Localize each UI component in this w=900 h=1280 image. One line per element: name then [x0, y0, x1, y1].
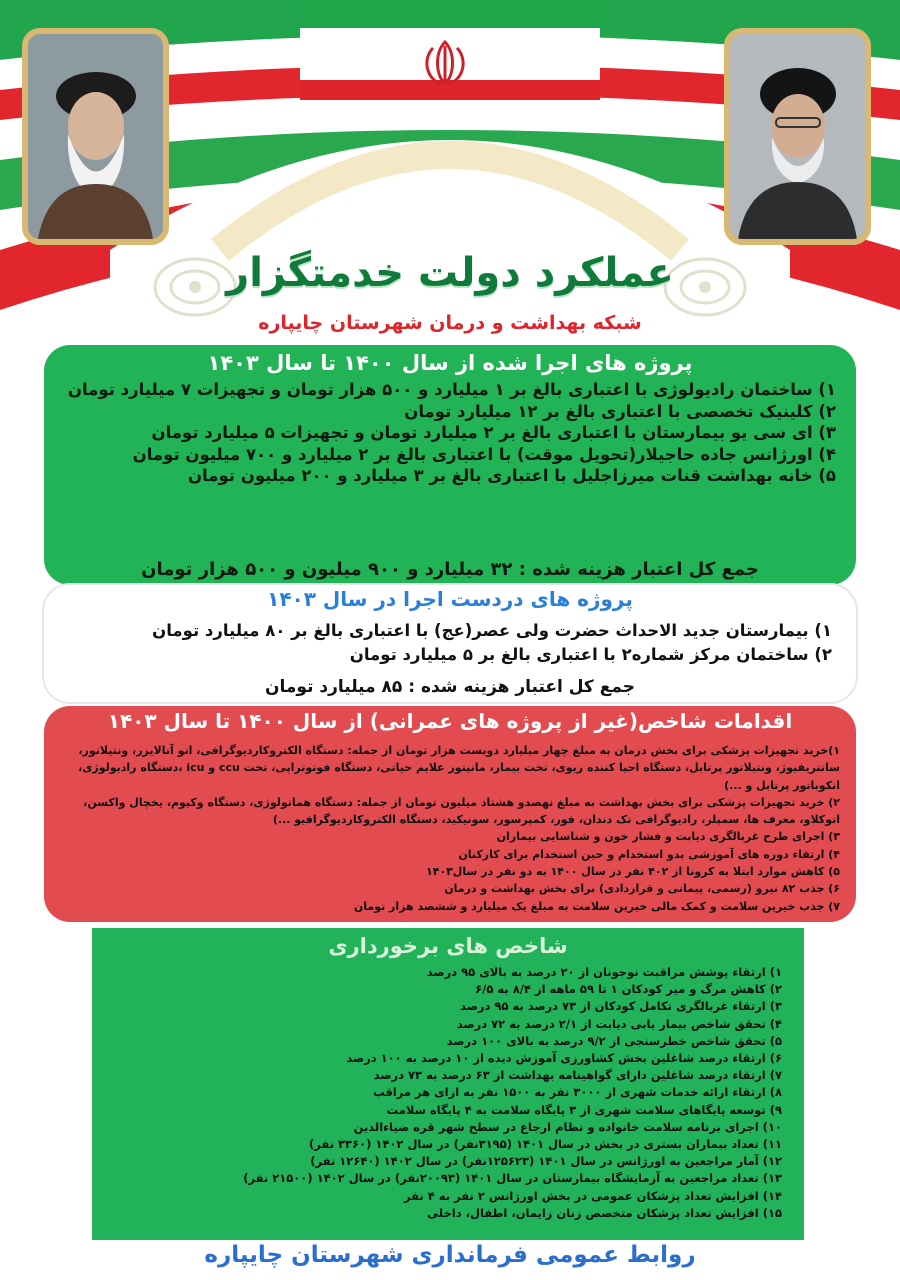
- ongoing-projects-total: جمع کل اعتبار هزینه شده : ۸۵ میلیارد تومان: [265, 677, 635, 697]
- completed-projects-total: جمع کل اعتبار هزینه شده : ۳۲ میلیارد و ۹۰۰ میلیون و ۵۰۰ هزار تومان: [141, 559, 759, 580]
- list-item: ۱) ساختمان رادیولوژی با اعتباری بالغ بر ۱ میلیارد و ۵۰۰ هزار تومان و تجهیزات ۷ میلیارد تومان: [67, 380, 836, 399]
- list-item: ۳) اجرای طرح غربالگری دیابت و فشار خون و شناسایی بیماران: [496, 830, 840, 844]
- list-item: ۲) کاهش مرگ و میر کودکان ۱ تا ۵۹ ماهه از ۸/۴ به ۶/۵: [475, 982, 782, 997]
- list-item: ۱۱) تعداد بیماران بستری در بخش در سال ۱۴۰۱ (۳۱۹۵نفر) در سال ۱۴۰۲ (۳۳۶۰ نفر): [309, 1137, 782, 1152]
- list-item: ۱۲) آمار مراجعین به اورژانس در سال ۱۴۰۱ (۱۲۵۶۲۳نفر) در سال ۱۴۰۲ (۱۲۶۴۰ نفر): [310, 1154, 782, 1169]
- list-item: ۸) ارتقاء ارائه خدمات شهری از ۳۰۰۰ نفر به ۱۵۰۰ نفر به ازای هر مراقب: [373, 1085, 782, 1100]
- list-item: ۱۵) افزایش تعداد پزشکان متخصص زنان زایمان، اطفال، داخلی: [427, 1205, 782, 1220]
- list-item: ۷) جذب خیرین سلامت و کمک مالی خیرین سلامت به مبلغ یک میلیارد و ششصد هزار تومان: [353, 899, 840, 913]
- list-item: ۱) بیمارستان جدید الاحداث حضرت ولی عصر(عج) با اعتباری بالغ بر ۸۰ میلیارد تومان: [152, 621, 832, 640]
- list-item: ۴) ارتقاء دوره های آموزشی بدو استخدام و حین استخدام برای کارکنان: [458, 847, 840, 861]
- completed-projects-heading: پروژه های اجرا شده از سال ۱۴۰۰ تا سال ۱۴۰۳: [207, 351, 693, 375]
- portrait-right: [724, 28, 871, 245]
- key-actions-panel: [44, 706, 856, 922]
- list-item: ۱)خرید تجهیزات پزشکی برای بخش درمان به مبلغ چهار میلیارد دویست هزار تومان از جمله: دستگاه الکتروکاردیوگرافی، اتو آنالایزر، ونتیلاتور، سانتریفیوژ، ونتیلاتور پرتابل، دستگاه احیا کننده ریوی، تخت بیمار، مانیتور علایم حیاتی، دستگاه فوتوتراپی، تخت ccu و icu ،دستگاه رادیولوژی، انکوباتور پرتابل و ...): [78, 744, 840, 792]
- list-item: ۱۰) اجرای برنامه سلامت خانواده و نظام ارجاع در سطح شهر قره ضیاءالدین: [353, 1119, 782, 1134]
- ongoing-projects-heading: پروژه های دردست اجرا در سال ۱۴۰۳: [267, 587, 633, 611]
- list-item: ۲) کلینیک تخصصی با اعتباری بالغ بر ۱۲ میلیارد تومان: [404, 401, 836, 421]
- indicators-heading: شاخص های برخورداری: [328, 934, 568, 958]
- list-item: ۳) ارتقاء غربالگری تکامل کودکان از ۷۳ درصد به ۹۵ درصد: [460, 999, 782, 1014]
- list-item: ۷) ارتقاء درصد شاغلین دارای گواهینامه بهداشت از ۶۳ درصد به ۷۳ درصد: [373, 1068, 782, 1083]
- list-item: ۵) خانه بهداشت قنات میرزاجلیل با اعتباری بالغ بر ۳ میلیارد و ۲۰۰ میلیون تومان: [187, 466, 836, 485]
- list-item: ۲) خرید تجهیزات پزشکی برای بخش بهداشت به مبلغ نهصدو هشتاد میلیون تومان از جمله: دستگاه هماتولوژی، دستگاه وکیوم، یخچال واکسن، اتوکلاو، معرف ها، سمپلر، رادیوگرافی تک دندان، فور، کمپرسور، سونیکید، دستگاه الکتروکاردیوگرافیو ...): [83, 795, 840, 827]
- list-item: ۶) ارتقاء درصد شاغلین بخش کشاورزی آموزش دیده از ۱۰ درصد به ۱۰۰ درصد: [346, 1051, 782, 1066]
- list-item: ۱۳) تعداد مراجعین به آزمایشگاه بیمارستان در سال ۱۴۰۱ (۲۰۰۹۳نفر) در سال ۱۴۰۲ (۲۱۵۰۰ نفر): [243, 1171, 782, 1186]
- key-actions-heading: اقدامات شاخص(غیر از پروژه های عمرانی) از سال ۱۴۰۰ تا سال ۱۴۰۳: [107, 709, 793, 733]
- portrait-left: [22, 28, 169, 245]
- list-item: ۵) کاهش موارد ابتلا به کرونا از ۴۰۲ نفر در سال ۱۴۰۰ به دو نفر در سال۱۴۰۳: [425, 865, 840, 879]
- completed-projects-panel: [44, 345, 856, 585]
- list-item: ۹) توسعه پایگاهای سلامت شهری از ۳ پایگاه سلامت به ۴ پایگاه سلامت: [386, 1102, 782, 1117]
- list-item: ۶) جذب ۸۲ نیرو (رسمی، پیمانی و قراردادی) برای بخش بهداشت و درمان: [444, 882, 840, 896]
- list-item: ۱) ارتقاء پوشش مراقبت نوجونان از ۲۰ درصد به بالای ۹۵ درصد: [426, 965, 782, 979]
- page-title: عملکرد دولت خدمتگزار: [226, 250, 674, 296]
- ongoing-projects-panel: [44, 585, 856, 702]
- list-item: ۲) ساختمان مرکز شماره۲ با اعتباری بالغ بر ۵ میلیارد تومان: [349, 645, 832, 664]
- list-item: ۵) تحقق شاخص خطرسنجی از ۹/۲ درصد به بالای ۱۰۰ درصد: [446, 1033, 782, 1048]
- indicators-panel: [92, 928, 804, 1240]
- page-subtitle: شبکه بهداشت و درمان شهرستان چایپاره: [258, 312, 642, 334]
- list-item: ۴) اورژانس جاده حاجیلار(تحویل موقت) با اعتباری بالغ بر ۲ میلیارد و ۷۰۰ میلیون تومان: [132, 444, 836, 464]
- footer-credit: روابط عمومی فرمانداری شهرستان چایپاره: [204, 1242, 696, 1268]
- list-item: ۱۴) افزایش تعداد پزشکان عمومی در بخش اورژانس ۲ نفر به ۴ نفر: [403, 1188, 782, 1203]
- iran-emblem-icon: [415, 38, 475, 88]
- list-item: ۴) تحقق شاخص بیمار یابی دیابت از ۲/۱ درصد به ۷۲ درصد: [456, 1016, 782, 1031]
- list-item: ۳) ای سی یو بیمارستان با اعتباری بالغ بر ۲ میلیارد تومان و تجهیزات ۵ میلیارد تومان: [151, 423, 836, 442]
